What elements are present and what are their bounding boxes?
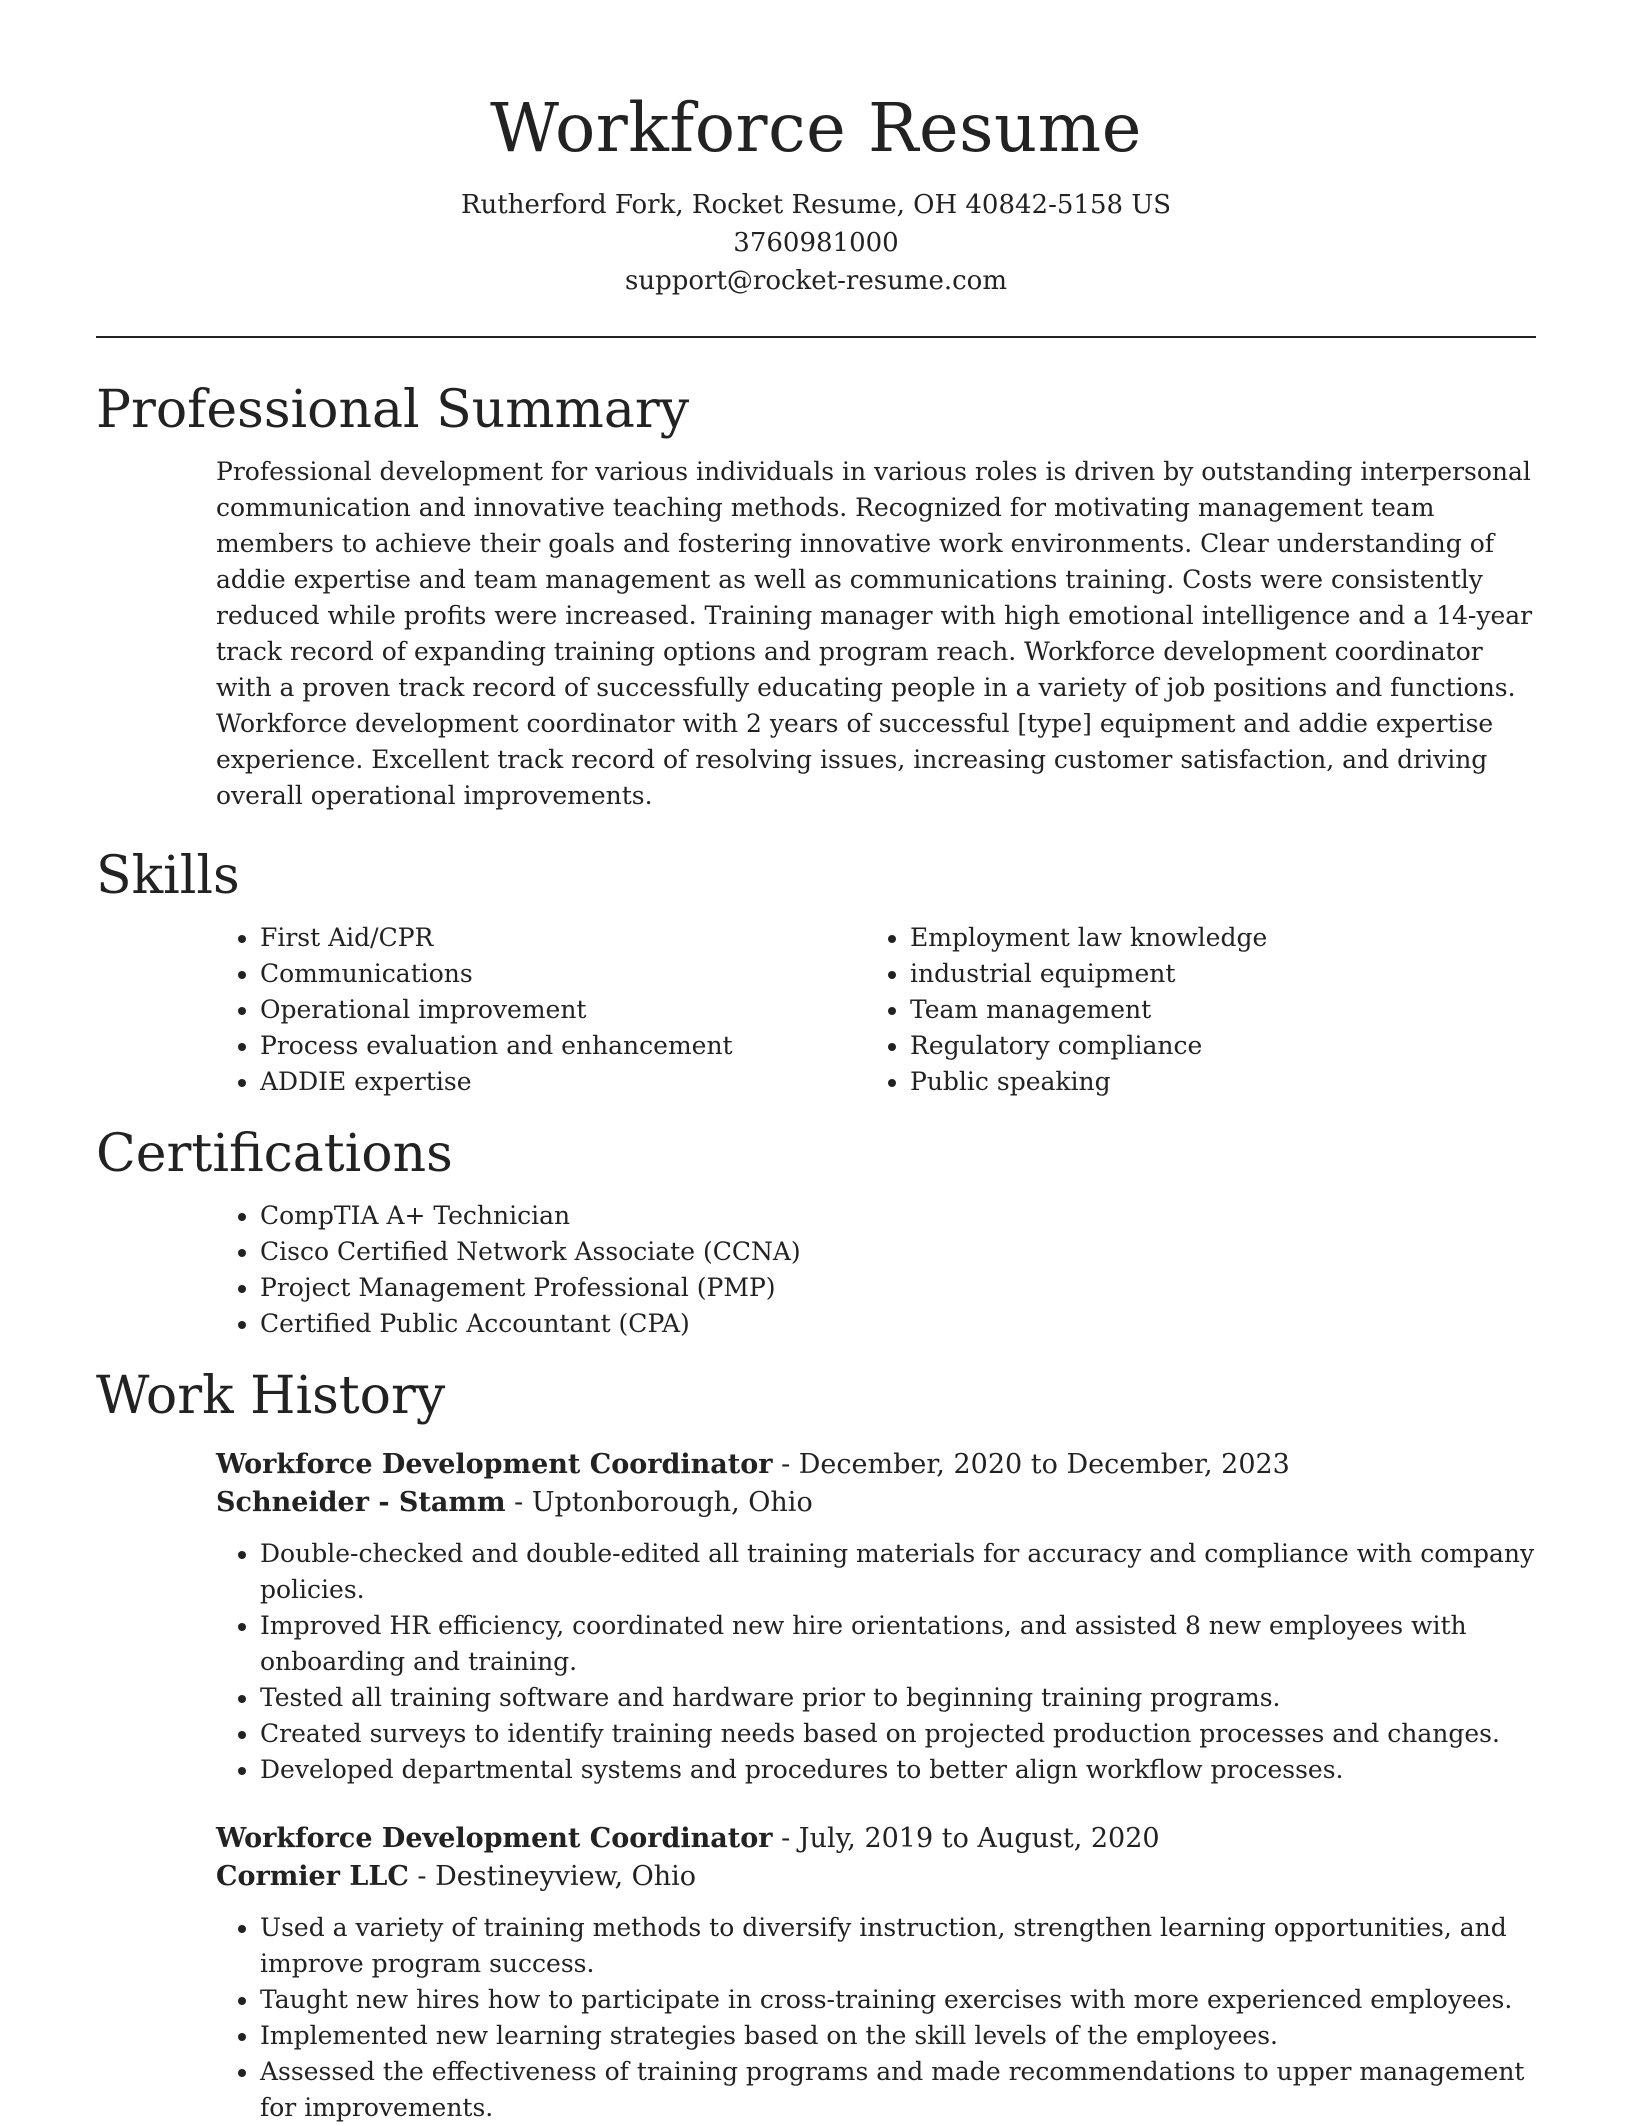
duty-item: • Tested all training software and hardware prior to beginning training programs. <box>260 1680 1536 1716</box>
duty-item: • Implemented new learning strategies based on the skill levels of the employees. <box>260 2018 1536 2054</box>
certification-item: • Project Management Professional (PMP) <box>260 1270 1536 1306</box>
skill-item: • Communications <box>260 956 910 992</box>
certifications-section <box>96 1120 1536 1342</box>
job-location: - Uptonborough, Ohio <box>505 1487 813 1518</box>
job-entry <box>216 1446 1536 1788</box>
skill-item: • ADDIE expertise <box>260 1064 910 1100</box>
job-title-line <box>216 1446 1536 1484</box>
skill-item: • industrial equipment <box>910 956 1510 992</box>
job-entry <box>216 1820 1536 2126</box>
skill-item: • First Aid/CPR <box>260 920 910 956</box>
job-title-line <box>216 1820 1536 1858</box>
duty-item: • Used a variety of training methods to diversify instruction, strengthen learning opportunities, and improve program success. <box>260 1910 1536 1982</box>
job-title: Workforce Development Coordinator <box>216 1823 773 1854</box>
header-divider <box>96 336 1536 338</box>
skill-item: • Process evaluation and enhancement <box>260 1028 910 1064</box>
duty-item: • Developed departmental systems and procedures to better align workflow processes. <box>260 1752 1536 1788</box>
duty-item: • Improved HR efficiency, coordinated new hire orientations, and assisted 8 new employees with onboarding and training. <box>260 1608 1536 1680</box>
duty-item: • Double-checked and double-edited all training materials for accuracy and compliance with company policies. <box>260 1536 1536 1608</box>
job-company: Schneider - Stamm <box>216 1487 506 1518</box>
duty-item: • Created surveys to identify training needs based on projected production processes and changes. <box>260 1716 1536 1752</box>
certification-item: • Certified Public Accountant (CPA) <box>260 1306 1536 1342</box>
duty-item: • Taught new hires how to participate in cross-training exercises with more experienced employees. <box>260 1982 1536 2018</box>
job-company: Cormier LLC <box>216 1861 409 1892</box>
job-location: - Destineyview, Ohio <box>408 1861 697 1892</box>
job-company-line <box>216 1858 1536 1896</box>
candidate-name: Workforce Resume <box>490 89 1142 167</box>
skills-section <box>96 842 1536 1100</box>
certification-item: • Cisco Certified Network Associate (CCNA) <box>260 1234 1536 1270</box>
certifications-heading: Certifications <box>96 1124 453 1184</box>
skills-grid <box>96 920 1536 1100</box>
job-duties <box>216 1910 1536 2126</box>
address: Rutherford Fork, Rocket Resume, OH 40842-5158 US <box>460 190 1172 220</box>
certification-item: • CompTIA A+ Technician <box>260 1198 1536 1234</box>
skills-heading: Skills <box>96 846 240 906</box>
work-history-heading: Work History <box>96 1366 446 1426</box>
job-company-line <box>216 1484 1536 1522</box>
skill-item: • Team management <box>910 992 1510 1028</box>
skill-item: • Operational improvement <box>260 992 910 1028</box>
duty-item: • Assessed the effectiveness of training programs and made recommendations to upper management for improvements. <box>260 2054 1536 2126</box>
skills-column-2 <box>746 920 1510 1100</box>
certifications-list <box>96 1198 1536 1342</box>
skill-item: • Regulatory compliance <box>910 1028 1510 1064</box>
resume-header <box>96 0 1536 300</box>
work-history-section <box>96 1362 1536 2126</box>
email: support@rocket-resume.com <box>624 266 1007 296</box>
skill-item: • Employment law knowledge <box>910 920 1510 956</box>
phone: 3760981000 <box>733 228 899 258</box>
summary-heading: Professional Summary <box>96 380 690 440</box>
skill-item: • Public speaking <box>910 1064 1510 1100</box>
summary-section <box>96 376 1536 814</box>
job-dates: - December, 2020 to December, 2023 <box>772 1449 1290 1480</box>
job-dates: - July, 2019 to August, 2020 <box>772 1823 1160 1854</box>
job-duties <box>216 1536 1536 1788</box>
summary-text: Professional development for various individuals in various roles is driven by outstanding interpersonal communication and innovative teaching methods. Recognized for motivating management team members to achieve their goals and fostering innovative work environments. Clear understanding of addie expertise and team management as well as communications training. Costs were consistently reduced while profits were increased. Training manager with high emotional intelligence and a 14-year track record of expanding training options and program reach. Workforce development coordinator with a proven track record of successfully educating people in a variety of job positions and functions. Workforce development coordinator with 2 years of successful [type] equipment and addie expertise experience. Excellent track record of resolving issues, increasing customer satisfaction, and driving overall operational improvements. <box>216 457 1533 810</box>
job-title: Workforce Development Coordinator <box>216 1449 773 1480</box>
